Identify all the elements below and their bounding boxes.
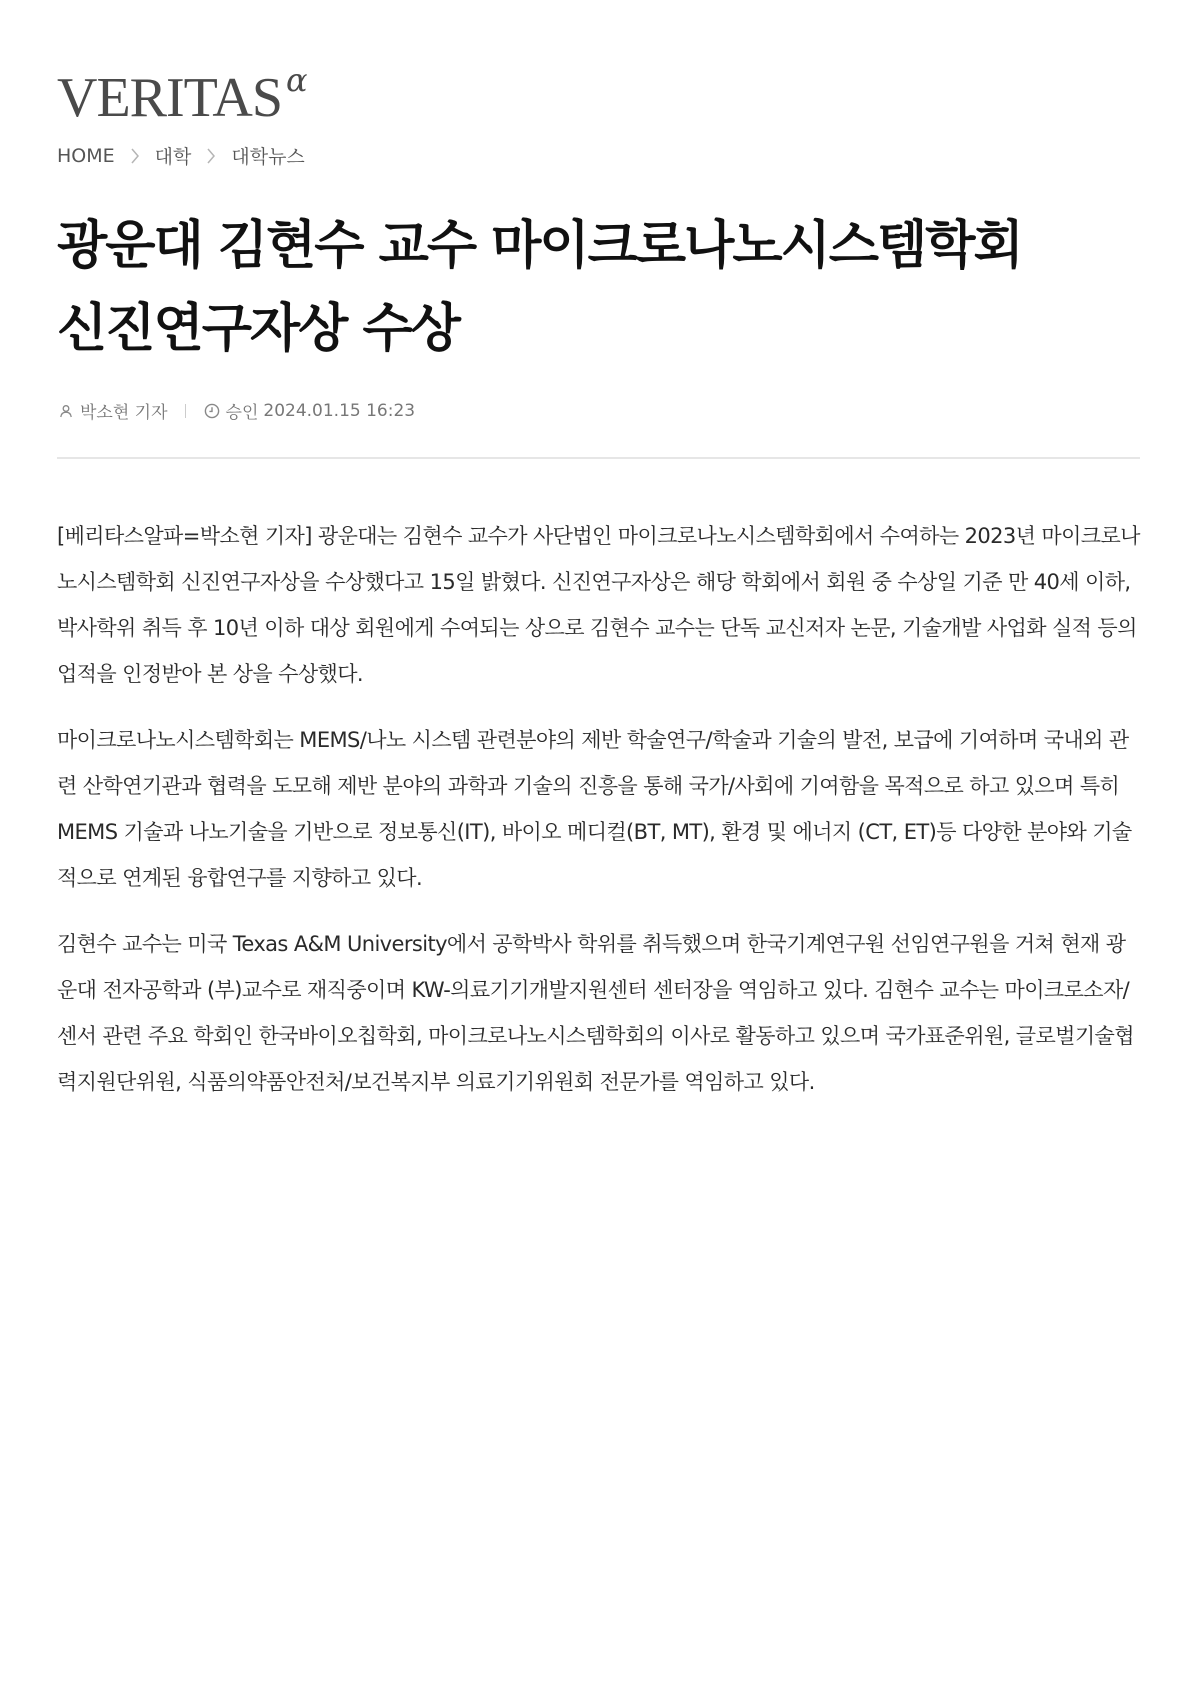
article-meta bbox=[57, 398, 415, 423]
logo-alpha: α bbox=[285, 61, 308, 99]
approved-datetime: 2024.01.15 16:23 bbox=[263, 400, 416, 421]
site-logo[interactable] bbox=[57, 61, 308, 136]
clock-icon bbox=[203, 402, 221, 420]
author-name[interactable]: 박소현 기자 bbox=[80, 403, 168, 423]
article-title bbox=[57, 205, 1140, 371]
breadcrumb-university-link[interactable]: 대학 bbox=[154, 146, 192, 168]
author-info bbox=[57, 398, 168, 423]
logo-text: VERITAS bbox=[57, 67, 282, 129]
breadcrumb bbox=[57, 142, 305, 169]
breadcrumb-university-news-link[interactable]: 대학뉴스 bbox=[231, 146, 305, 168]
approved-label: 승인 bbox=[225, 403, 259, 423]
article-title-line1: 광운대 김현수 교수 마이크로나노시스템학회 bbox=[57, 216, 1022, 276]
chevron-right-icon bbox=[115, 146, 155, 165]
article-body bbox=[57, 513, 1140, 1125]
article-title-line2: 신진연구자상 수상 bbox=[57, 299, 459, 359]
person-icon bbox=[57, 402, 75, 420]
article-paragraph: [베리타스알파=박소현 기자] 광운대는 김현수 교수가 사단법인 마이크로나노시스템학회에서 수여하는 2023년 마이크로나노시스템학회 신진연구자상을 수상했다고 15일 밝혔다. 신진연구자상은 해당 학회에서 회원 중 수상일 기준 만 40세 이하, 박사학위 취득 후 10년 이하 대상 회원에게 수여되는 상으로 김현수 교수는 단독 교신저자 논문, 기술개발 사업화 실적 등의 업적을 인정받아 본 상을 수상했다. bbox=[57, 524, 1140, 686]
breadcrumb-home-link[interactable]: HOME bbox=[57, 144, 115, 167]
chevron-right-icon bbox=[191, 146, 231, 165]
article-paragraph: 마이크로나노시스템학회는 MEMS/나노 시스템 관련분야의 제반 학술연구/학술과 기술의 발전, 보급에 기여하며 국내외 관련 산학연기관과 협력을 도모해 제반 분야의 과학과 기술의 진흥을 통해 국가/사회에 기여함을 목적으로 하고 있으며 특히 MEMS 기술과 나노기술을 기반으로 정보통신(IT), 바이오 메디컬(BT, MT), 환경 및 에너지 (CT, ET)등 다양한 분야와 기술적으로 연계된 융합연구를 지향하고 있다. bbox=[57, 728, 1132, 890]
article-paragraph: 김현수 교수는 미국 Texas A&M University에서 공학박사 학위를 취득했으며 한국기계연구원 선임연구원을 거쳐 현재 광운대 전자공학과 (부)교수로 재직중이며 KW-의료기기개발지원센터 센터장을 역임하고 있다. 김현수 교수는 마이크로소자/센서 관련 주요 학회인 한국바이오칩학회, 마이크로나노시스템학회의 이사로 활동하고 있으며 국가표준위원, 글로벌기술협력지원단위원, 식품의약품안전처/보건복지부 의료기기위원회 전문가를 역임하고 있다. bbox=[57, 932, 1134, 1094]
header-divider bbox=[57, 457, 1140, 459]
approved-time bbox=[203, 398, 416, 423]
meta-divider bbox=[185, 404, 186, 418]
